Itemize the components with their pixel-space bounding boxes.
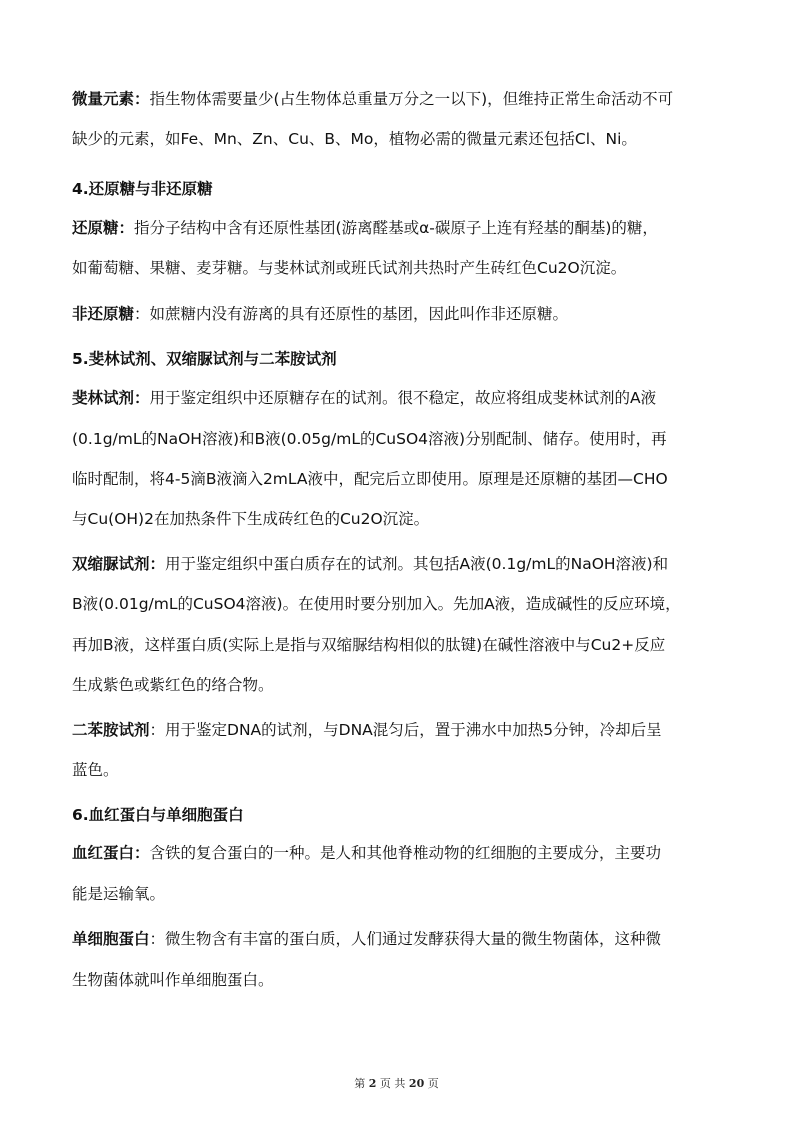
term-label: 微量元素： [72,90,150,108]
paragraph-text: 如葡萄糖、果糖、麦芽糖。与斐林试剂或班氏试剂共热时产生砖红色Cu2O沉淀。 [72,259,627,277]
paragraph-line [72,882,165,906]
paragraph-line [72,386,656,410]
paragraph-line [72,302,568,326]
footer-middle: 页 共 [379,1077,406,1090]
paragraph-text: 生物菌体就叫作单细胞蛋白。 [72,971,274,989]
paragraph-line [72,673,274,697]
paragraph-line [72,507,429,531]
paragraph-text: 指生物体需要量少(占生物体总重量万分之一以下)，但维持正常生命活动不可 [149,90,674,108]
paragraph-line [72,633,665,657]
section-heading: 6.血红蛋白与单细胞蛋白 [72,806,244,824]
footer-suffix: 页 [427,1077,439,1090]
paragraph-line [72,127,637,151]
paragraph-line [72,968,274,992]
paragraph-line [72,718,662,742]
paragraph-text: 缺少的元素，如Fe、Mn、Zn、Cu、B、Mo，植物必需的微量元素还包括Cl、Ni。 [72,130,637,148]
term-label: 双缩脲试剂： [72,555,166,573]
paragraph-line [72,216,658,240]
paragraph-text: B液(0.01g/mL的CuSO4溶液)。在使用时要分别加入。先加A液，造成碱性的反应环境， [72,595,681,613]
term-label: 还原糖： [72,219,135,237]
term-label: 非还原糖 [72,305,135,323]
footer-page-number: 2 [368,1077,377,1090]
term-label: 斐林试剂： [72,389,150,407]
paragraph-text: 临时配制，将4-5滴B液滴入2mLA液中，配完后立即使用。原理是还原糖的基团—CHO [72,470,668,488]
paragraph-text: 含铁的复合蛋白的一种。是人和其他脊椎动物的红细胞的主要成分，主要功 [149,844,662,862]
footer-prefix: 第 [354,1077,366,1090]
paragraph-text: ：如蔗糖内没有游离的具有还原性的基团，因此叫作非还原糖。 [134,305,569,323]
page-footer [0,1075,793,1091]
paragraph-line [72,592,681,616]
paragraph-text: 与Cu(OH)2在加热条件下生成砖红色的Cu2O沉淀。 [72,510,430,528]
footer-total-pages: 20 [408,1077,425,1090]
paragraph-line [72,87,673,111]
paragraph-text: (0.1g/mL的NaOH溶液)和B液(0.05g/mL的CuSO4溶液)分别配制、储存。使用时，再 [72,430,667,448]
paragraph-text: 用于鉴定组织中还原糖存在的试剂。很不稳定，故应将组成斐林试剂的A液 [149,389,657,407]
term-label: 单细胞蛋白 [72,930,150,948]
paragraph-text: 蓝色。 [72,761,119,779]
paragraph-line [72,427,667,451]
paragraph-text: 用于鉴定组织中蛋白质存在的试剂。其包括A液(0.1g/mL的NaOH溶液)和 [165,555,669,573]
term-label: 二苯胺试剂 [72,721,150,739]
paragraph-line [72,256,626,280]
section-heading: 5.斐林试剂、双缩脲试剂与二苯胺试剂 [72,350,337,368]
section-heading: 4.还原糖与非还原糖 [72,180,213,198]
paragraph-text: 再加B液，这样蛋白质(实际上是指与双缩脲结构相似的肽键)在碱性溶液中与Cu2+反应 [72,636,666,654]
paragraph-text: 指分子结构中含有还原性基团(游离醛基或α-碳原子上连有羟基的酮基)的糖， [134,219,658,237]
paragraph-line [72,758,119,782]
paragraph-text: 生成紫色或紫红色的络合物。 [72,676,274,694]
paragraph-line [72,927,661,951]
paragraph-text: ：用于鉴定DNA的试剂，与DNA混匀后，置于沸水中加热5分钟，冷却后呈 [149,721,662,739]
paragraph-line [72,467,668,491]
paragraph-line [72,552,668,576]
paragraph-text: ：微生物含有丰富的蛋白质，人们通过发酵获得大量的微生物菌体，这种微 [149,930,662,948]
paragraph-line [72,841,661,865]
term-label: 血红蛋白： [72,844,150,862]
paragraph-text: 能是运输氧。 [72,885,166,903]
